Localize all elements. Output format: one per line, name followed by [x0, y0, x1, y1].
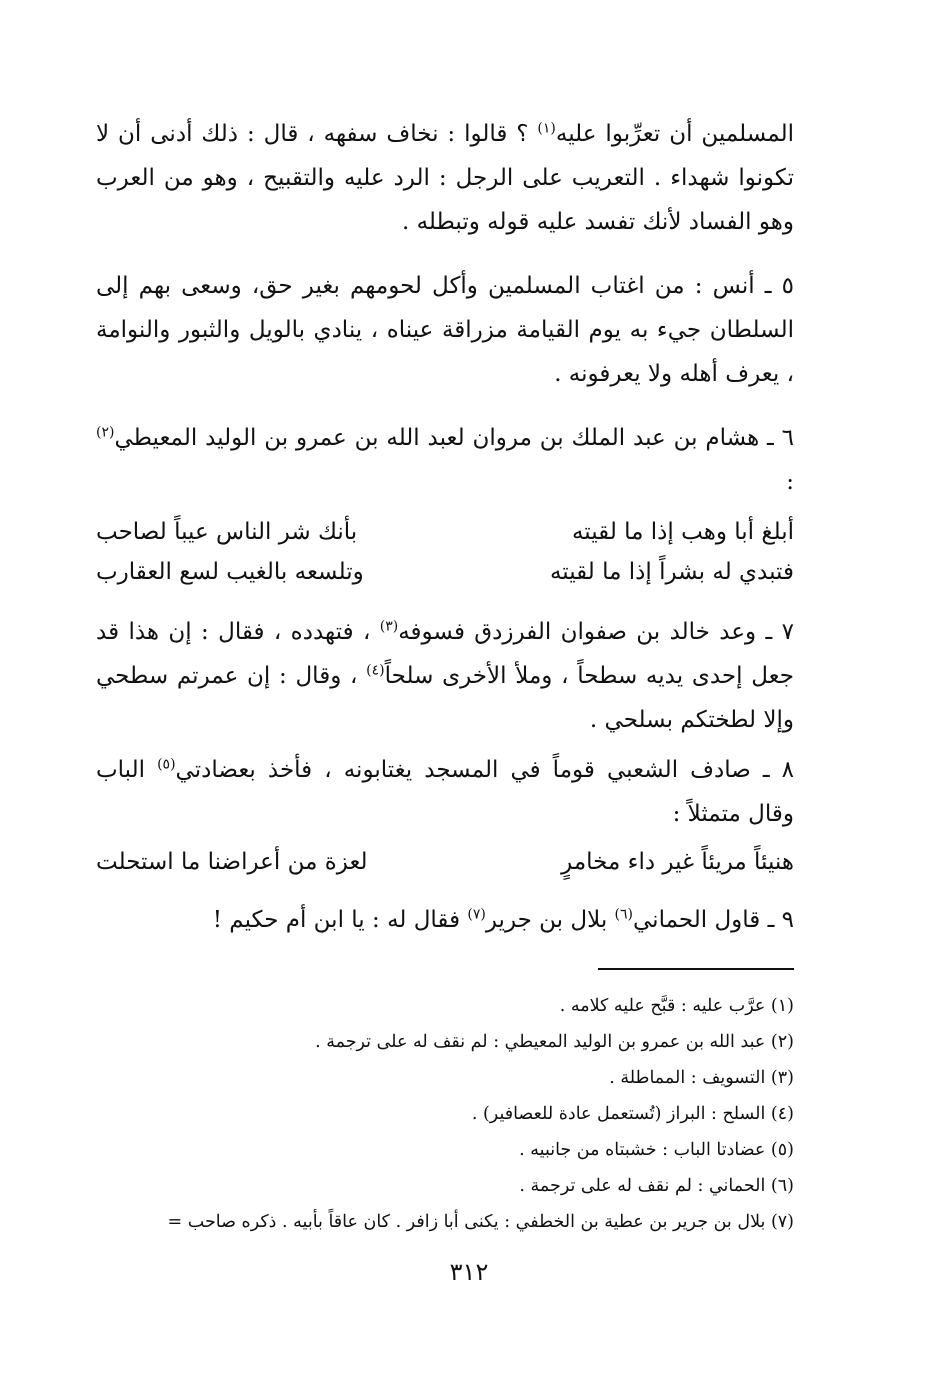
verse-line-2 — [96, 552, 794, 592]
p9-text-a: ٩ ـ قاول الحماني — [633, 907, 794, 933]
paragraph-9 — [96, 898, 794, 942]
footnote-marker-1[interactable]: (١) — [537, 120, 556, 137]
paragraph-5-text: ٥ ـ أنس : من اغتاب المسلمين وأكل لحومهم بغير حق، وسعى بهم إلى السلطان جيء به يوم القيامة مزراقة عيناه ، ينادي بالويل والثبور والنوامة ، يعرف أهله ولا يعرفونه . — [96, 273, 794, 387]
p8-text-a: ٨ ـ صادف الشعبي قوماً في المسجد يغتابونه ، فأخذ بعضادتي — [175, 757, 794, 783]
footnote-6: (٦) الحماني : لم نقف له على ترجمة . — [519, 1176, 794, 1196]
intro-text-b: ؟ قالوا : نخاف سفهه ، قال : ذلك أدنى أن لا تكونوا شهداء . التعريب على الرجل : الرد عليه والتقبيح ، وهو من العرب وهو الفساد لأنك تفسد عليه قوله وتبطله . — [96, 121, 794, 235]
verse-1-first-hemistich: أبلغ أبا وهب إذا ما لقيته — [571, 519, 794, 545]
footnote-1: (١) عرَّب عليه : قبَّح عليه كلامه . — [559, 996, 794, 1016]
p9-text-b: بلال بن جرير — [485, 907, 615, 933]
p8-text-b: الباب وقال متمثلاً : — [96, 757, 794, 827]
verse-3-second-hemistich: لعزة من أعراضنا ما استحلت — [96, 849, 368, 875]
footnote-2: (٢) عبد الله بن عمرو بن الوليد المعيطي : لم نقف له على ترجمة . — [315, 1032, 794, 1052]
paragraph-6 — [96, 416, 794, 504]
footnote-7: (٧) بلال بن جرير بن عطية بن الخطفي : يكنى أبا زافر . كان عاقاً بأبيه . ذكره صاحب = — [167, 1212, 794, 1232]
footnote-5: (٥) عضادتا الباب : خشبتاه من جانبيه . — [519, 1140, 794, 1160]
footnote-marker-3[interactable]: (٣) — [379, 618, 399, 635]
footnote-marker-7[interactable]: (٧) — [467, 906, 486, 923]
footnote-separator — [598, 968, 794, 970]
verse-line-1 — [96, 512, 794, 552]
page-number: ٣١٢ — [449, 1258, 489, 1286]
p7-text-b: ، فتهدده ، فقال : إن هذا قد جعل إحدى يديه سطحاً ، وملأ الأخرى سلحاً — [96, 619, 794, 689]
verse-1-second-hemistich: بأنك شر الناس عيباً لصاحب — [96, 519, 358, 545]
verse-3-first-hemistich: هنيئاً مريئاً غير داء مخامرٍ — [561, 849, 794, 875]
footnote-marker-6[interactable]: (٦) — [614, 906, 634, 923]
p6-text-a: ٦ ـ هشام بن عبد الملك بن مروان لعبد الله بن عمرو بن الوليد المعيطي — [114, 425, 794, 451]
footnote-4: (٤) السلح : البراز (تُستعمل عادة للعصافير) . — [471, 1104, 794, 1124]
footnote-3: (٣) التسويف : المماطلة . — [609, 1068, 794, 1088]
verse-2-first-hemistich: فتبدي له بشراً إذا ما لقيته — [549, 559, 794, 585]
paragraph-intro — [96, 112, 794, 244]
poem-1 — [96, 512, 794, 592]
footnotes — [86, 988, 794, 1240]
verse-line-3 — [96, 842, 794, 882]
intro-text-a: المسلمين أن تعرِّبوا عليه — [555, 121, 794, 147]
paragraph-7 — [96, 610, 794, 742]
footnote-marker-4[interactable]: (٤) — [366, 662, 385, 679]
footnote-marker-5[interactable]: (٥) — [157, 756, 176, 773]
footnote-marker-2[interactable]: (٢) — [96, 424, 115, 441]
p7-text-a: ٧ ـ وعد خالد بن صفوان الفرزدق فسوفه — [398, 619, 794, 645]
p7-text-c: ، وقال : إن عمرتم سطحي وإلا لطختكم بسلحي . — [96, 663, 794, 733]
verse-2-second-hemistich: وتلسعه بالغيب لسع العقارب — [96, 559, 364, 585]
paragraph-5 — [96, 264, 794, 396]
p6-text-b: : — [786, 469, 794, 495]
poem-2 — [96, 842, 794, 882]
paragraph-8 — [96, 748, 794, 836]
p9-text-c: فقال له : يا ابن أم حكيم ! — [212, 907, 468, 933]
